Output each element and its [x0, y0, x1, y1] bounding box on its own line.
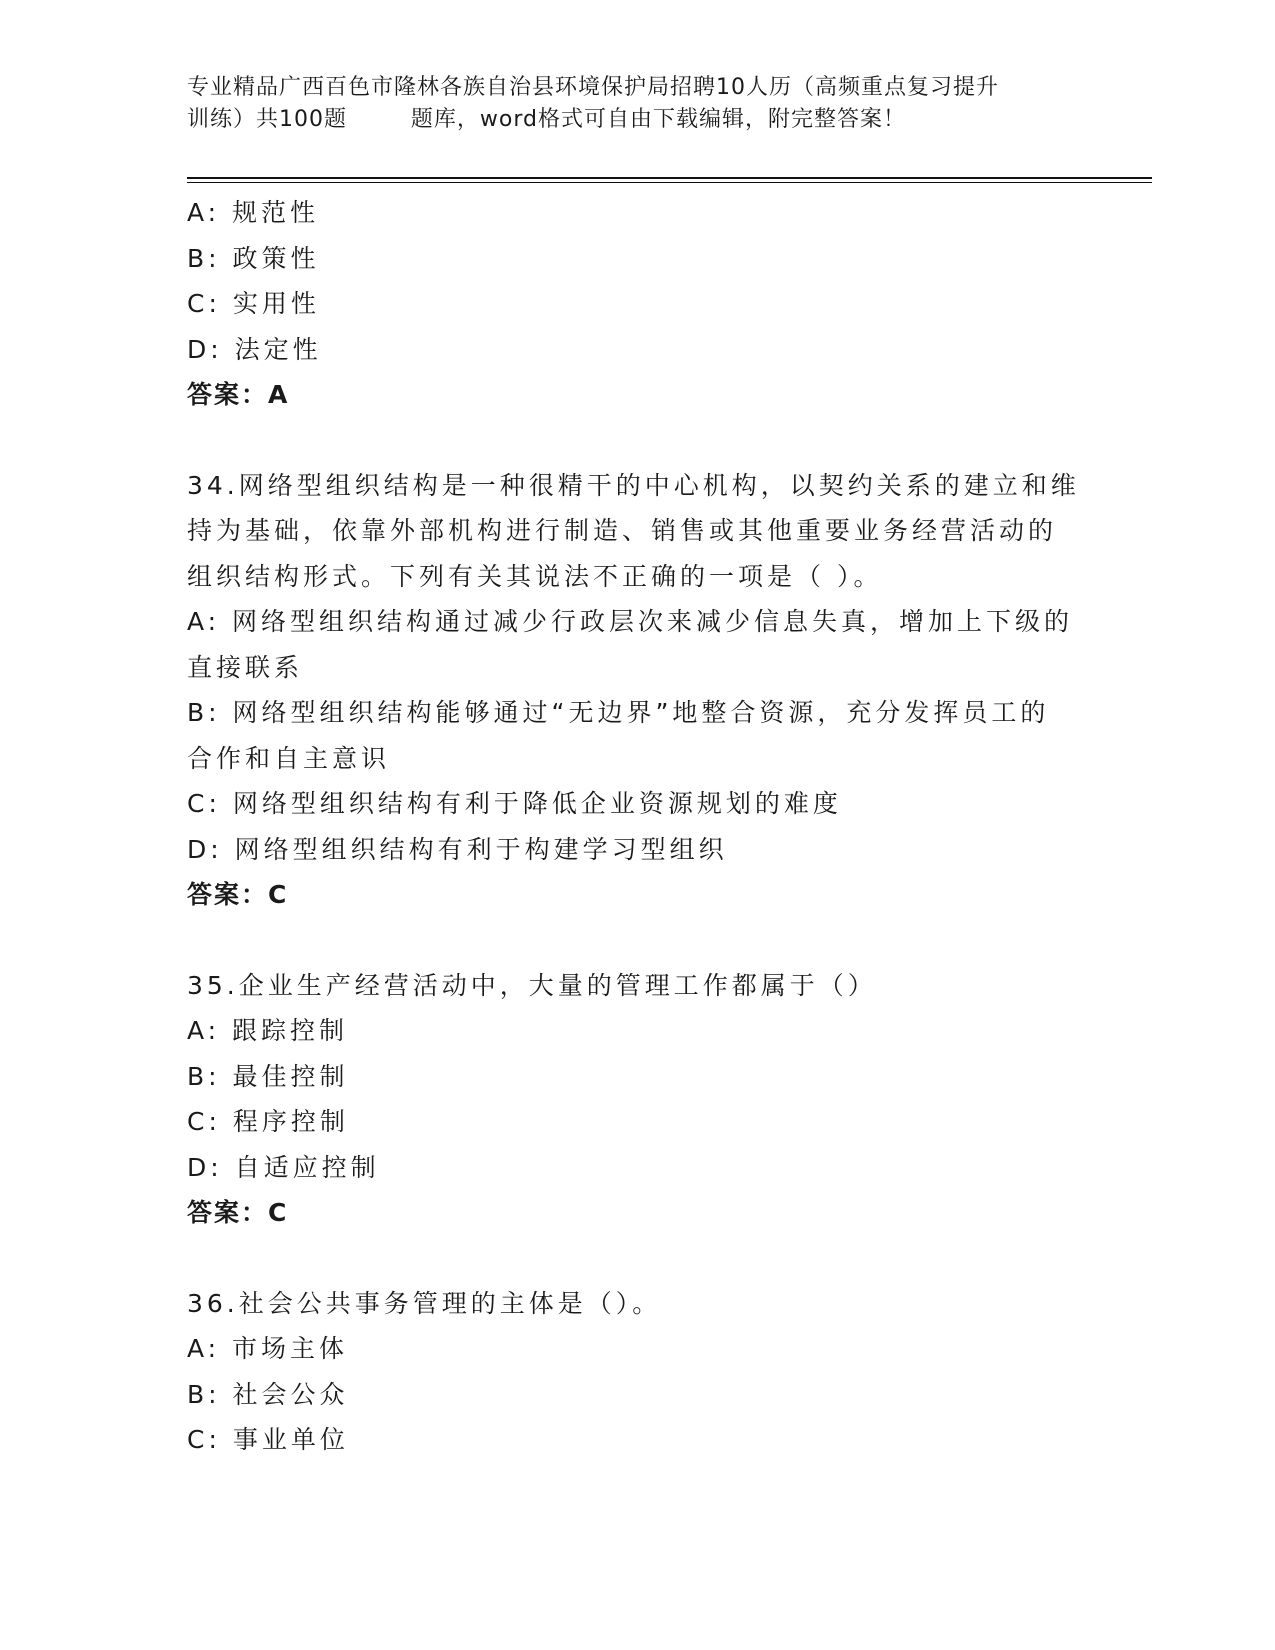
question-34-option-b: B: 网络型组织结构能够通过“无边界”地整合资源，充分发挥员工的 [187, 698, 1050, 727]
question-35-option-c: C: 程序控制 [187, 1107, 349, 1136]
header-title-line-2: 训练）共100题 题库，word格式可自由下载编辑，附完整答案！ [187, 107, 907, 132]
question-34-option-b-cont: 合作和自主意识 [187, 743, 391, 773]
question-34-option-d: D: 网络型组织结构有利于构建学习型组织 [187, 834, 728, 864]
question-33-option-d: D: 法定性 [187, 334, 322, 364]
question-34-option-a: A: 网络型组织结构通过减少行政层次来减少信息失真，增加上下级的 [187, 607, 1074, 636]
header-rule-thick [187, 177, 1152, 179]
document-header [187, 72, 1087, 136]
question-34-answer: 答案：C [187, 880, 289, 909]
question-content [187, 190, 1087, 1463]
question-spacer [187, 1236, 1087, 1281]
question-33-option-b: B: 政策性 [187, 243, 320, 273]
question-33-answer: 答案：A [187, 380, 290, 409]
question-36-block [187, 1281, 1087, 1463]
question-spacer [187, 418, 1087, 463]
question-35-answer: 答案：C [187, 1198, 289, 1227]
question-34-block [187, 463, 1087, 918]
question-36-option-b: B: 社会公众 [187, 1379, 349, 1409]
question-35-option-a: A: 跟踪控制 [187, 1016, 349, 1045]
question-spacer [187, 918, 1087, 963]
question-34-stem-line-2: 持为基础，依靠外部机构进行制造、销售或其他重要业务经营活动的 [187, 516, 1058, 545]
question-35-option-b: B: 最佳控制 [187, 1061, 349, 1091]
question-33-option-c: C: 实用性 [187, 289, 320, 318]
question-36-stem: 36.社会公共事务管理的主体是（）。 [187, 1288, 662, 1318]
header-title-line-1: 专业精品广西百色市隆林各族自治县环境保护局招聘10人历（高频重点复习提升 [187, 75, 999, 100]
question-34-stem-line-3: 组织结构形式。下列有关其说法不正确的一项是（ ）。 [187, 561, 883, 591]
question-35-block [187, 963, 1087, 1236]
header-rule-thin [187, 182, 1152, 183]
question-34-option-a-cont: 直接联系 [187, 652, 304, 682]
question-33-block [187, 190, 1087, 418]
question-33-option-a: A: 规范性 [187, 198, 320, 227]
question-35-option-d: D: 自适应控制 [187, 1152, 380, 1182]
question-36-option-a: A: 市场主体 [187, 1334, 349, 1363]
question-36-option-c: C: 事业单位 [187, 1425, 349, 1454]
question-34-option-c: C: 网络型组织结构有利于降低企业资源规划的难度 [187, 789, 842, 818]
question-34-stem-line-1: 34.网络型组织结构是一种很精干的中心机构，以契约关系的建立和维 [187, 470, 1080, 500]
question-35-stem: 35.企业生产经营活动中，大量的管理工作都属于（） [187, 970, 877, 1000]
